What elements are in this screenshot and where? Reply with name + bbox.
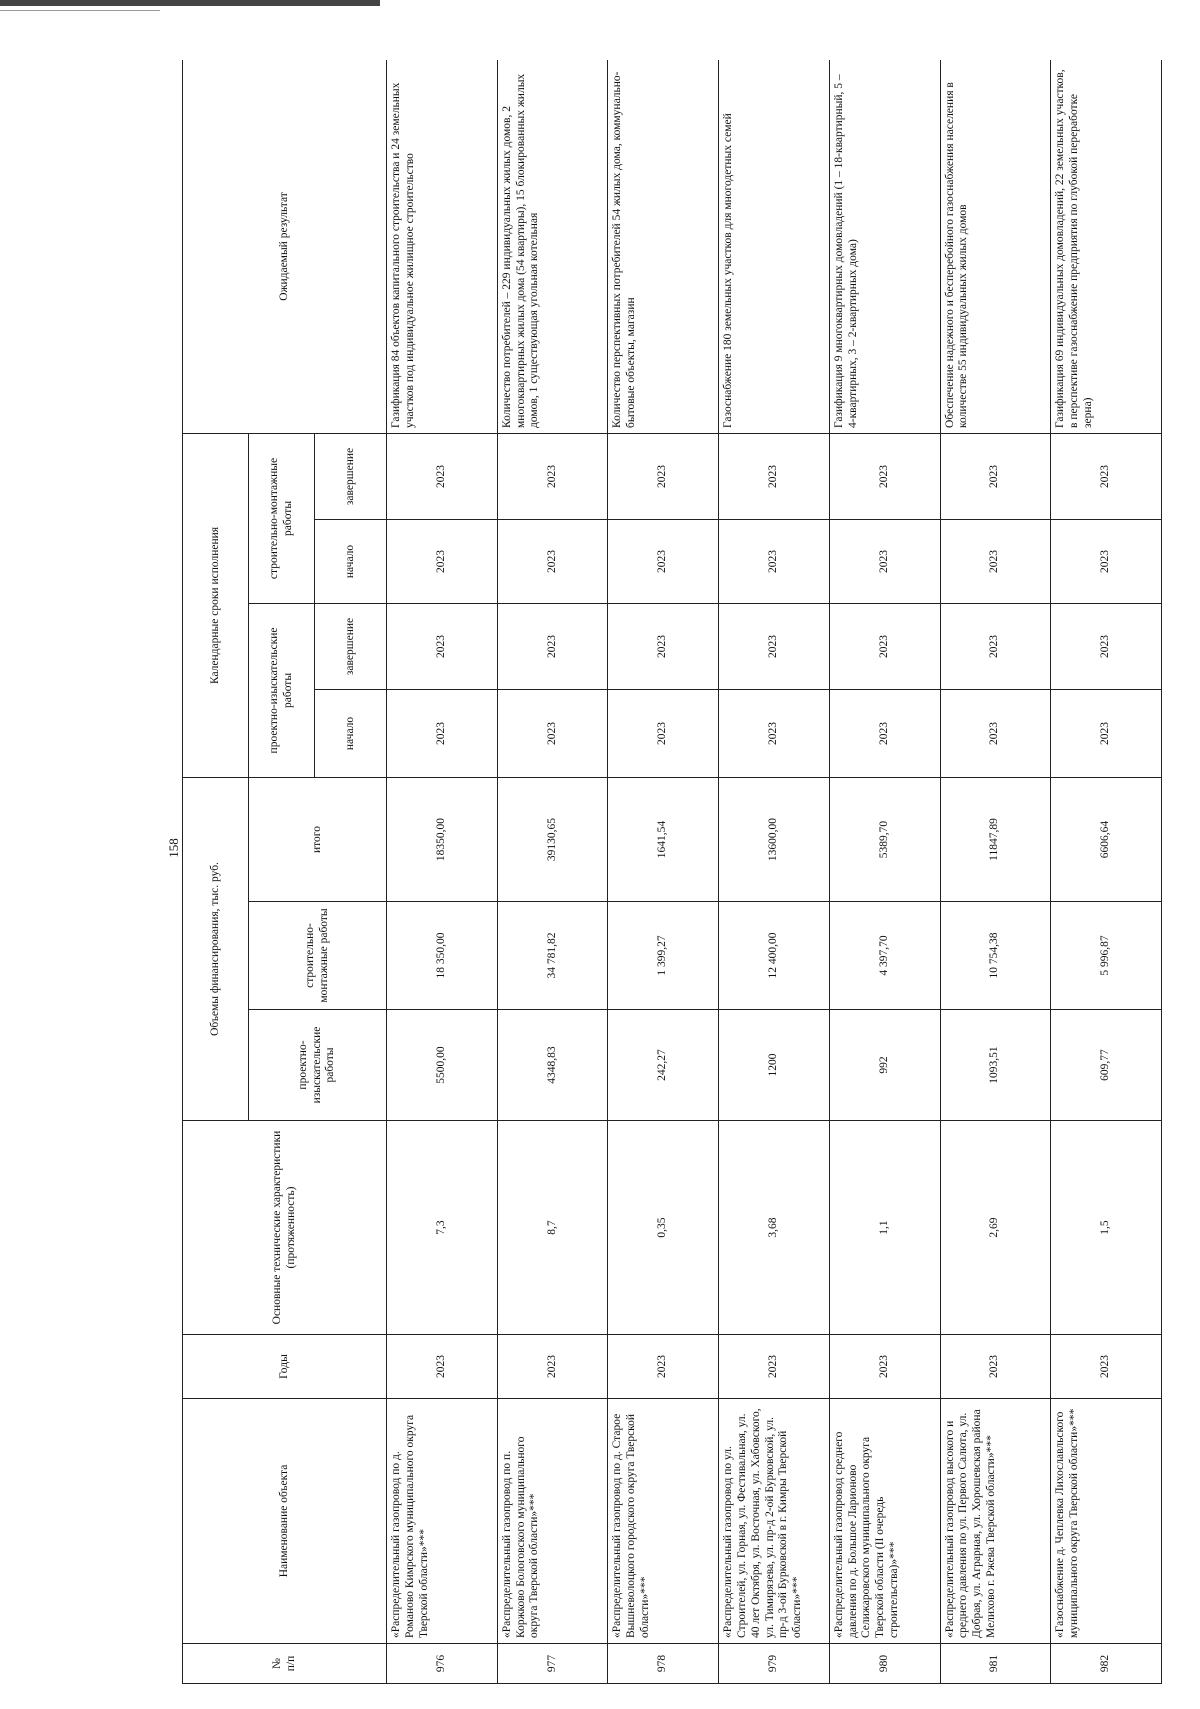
length-cell: 1,5 <box>1051 1121 1162 1335</box>
table-row <box>829 60 940 1684</box>
row-num: 982 <box>1051 1644 1162 1684</box>
table-row <box>497 60 608 1684</box>
construction-end-cell: 2023 <box>719 433 830 519</box>
design-start-cell: 2023 <box>719 689 830 777</box>
header-tech: Основные технические характеристики (протяженность) <box>183 1121 387 1335</box>
construction-cost-cell: 10 754,38 <box>940 902 1051 1010</box>
total-cost-cell: 18350,00 <box>387 777 498 901</box>
length-cell: 3,68 <box>719 1121 830 1335</box>
length-cell: 2,69 <box>940 1121 1051 1335</box>
design-end-cell: 2023 <box>497 603 608 689</box>
construction-cost-cell: 4 397,70 <box>829 902 940 1010</box>
year-cell: 2023 <box>719 1335 830 1399</box>
construction-end-cell: 2023 <box>497 433 608 519</box>
object-name: «Распределительный газопровод по д. Старое Вышневолоцкого городского округа Тверской области»*** <box>608 1399 719 1644</box>
header-construction-start: начало <box>315 519 387 603</box>
construction-end-cell: 2023 <box>387 433 498 519</box>
header-construction-end: завершение <box>315 433 387 519</box>
design-cost-cell: 609,77 <box>1051 1010 1162 1121</box>
page-number: 158 <box>166 838 181 858</box>
construction-start-cell: 2023 <box>719 519 830 603</box>
expected-result: Газификация 69 индивидуальных домовладений, 22 земельных участков, в перспективе газоснабжение предприятия по глубокой переработке зерна) <box>1051 60 1162 433</box>
design-end-cell: 2023 <box>940 603 1051 689</box>
year-cell: 2023 <box>387 1335 498 1399</box>
table-container <box>182 60 1162 1684</box>
design-end-cell: 2023 <box>1051 603 1162 689</box>
object-name: «Распределительный газопровод высокого и среднего давления по ул. Первого Салюта, ул. Добрая, ул. Аграрная, ул. Хорошевская района Мелихово г. Ржева Тверской области»*** <box>940 1399 1051 1644</box>
length-cell: 8,7 <box>497 1121 608 1335</box>
rotated-table-frame <box>182 60 1162 1684</box>
construction-end-cell: 2023 <box>940 433 1051 519</box>
total-cost-cell: 6606,64 <box>1051 777 1162 901</box>
year-cell: 2023 <box>1051 1335 1162 1399</box>
header-design-end: завершение <box>315 603 387 689</box>
header-name: Наименование объекта <box>183 1399 387 1644</box>
design-start-cell: 2023 <box>387 689 498 777</box>
construction-cost-cell: 12 400,00 <box>719 902 830 1010</box>
header-years: Годы <box>183 1335 387 1399</box>
expected-result: Количество перспективных потребителей 54 жилых дома, коммунально-бытовые объекты, магазин <box>608 60 719 433</box>
row-num: 979 <box>719 1644 830 1684</box>
object-name: «Газоснабжение д. Чеплевка Лихославльского муниципального округа Тверской области»*** <box>1051 1399 1162 1644</box>
row-num: 980 <box>829 1644 940 1684</box>
design-end-cell: 2023 <box>608 603 719 689</box>
construction-cost-cell: 34 781,82 <box>497 902 608 1010</box>
total-cost-cell: 13600,00 <box>719 777 830 901</box>
header-construction-period: строительно-монтажные работы <box>249 433 315 603</box>
construction-end-cell: 2023 <box>1051 433 1162 519</box>
expected-result: Обеспечение надежного и бесперебойного газоснабжения населения в количестве 55 индивидуальных жилых домов <box>940 60 1051 433</box>
header-construction-works: строительно-монтажные работы <box>249 902 387 1010</box>
year-cell: 2023 <box>940 1335 1051 1399</box>
design-cost-cell: 5500,00 <box>387 1010 498 1121</box>
design-cost-cell: 4348,83 <box>497 1010 608 1121</box>
header-design-works: проектно-изыскательские работы <box>249 1010 387 1121</box>
total-cost-cell: 1641,54 <box>608 777 719 901</box>
row-num: 981 <box>940 1644 1051 1684</box>
construction-end-cell: 2023 <box>829 433 940 519</box>
total-cost-cell: 11847,89 <box>940 777 1051 901</box>
design-start-cell: 2023 <box>940 689 1051 777</box>
design-end-cell: 2023 <box>829 603 940 689</box>
construction-cost-cell: 18 350,00 <box>387 902 498 1010</box>
header-schedule: Календарные сроки исполнения <box>183 433 249 777</box>
expected-result: Газификация 9 многоквартирных домовладений (1 – 18-квартирный, 5 – 4-квартирных, 3 – 2-квартирных дома) <box>829 60 940 433</box>
row-num: 976 <box>387 1644 498 1684</box>
object-name: «Распределительный газопровод среднего давления по д. Большое Ларионово Селижаровского муниципального округа Тверской области (II очередь строительства)»*** <box>829 1399 940 1644</box>
scan-edge-artifact <box>0 0 380 6</box>
gas-pipeline-objects-table <box>182 60 1162 1684</box>
total-cost-cell: 39130,65 <box>497 777 608 901</box>
header-design-period: проектно-изыскательские работы <box>249 603 315 777</box>
table-row <box>387 60 498 1684</box>
expected-result: Количество потребителей – 229 индивидуальных жилых домов, 2 многоквартирных жилых дома (54 квартиры), 15 блокированных жилых домов, 1 существующая угольная котельная <box>497 60 608 433</box>
table-row <box>940 60 1051 1684</box>
year-cell: 2023 <box>497 1335 608 1399</box>
header-financing: Объемы финансирования, тыс. руб. <box>183 777 249 1120</box>
design-start-cell: 2023 <box>829 689 940 777</box>
row-num: 977 <box>497 1644 608 1684</box>
design-end-cell: 2023 <box>387 603 498 689</box>
expected-result: Газоснабжение 180 земельных участков для многодетных семей <box>719 60 830 433</box>
construction-start-cell: 2023 <box>497 519 608 603</box>
construction-start-cell: 2023 <box>387 519 498 603</box>
scan-edge-artifact-thin <box>0 10 160 11</box>
year-cell: 2023 <box>608 1335 719 1399</box>
header-num: № п/п <box>183 1644 387 1684</box>
year-cell: 2023 <box>829 1335 940 1399</box>
design-start-cell: 2023 <box>1051 689 1162 777</box>
design-cost-cell: 242,27 <box>608 1010 719 1121</box>
length-cell: 0,35 <box>608 1121 719 1335</box>
construction-start-cell: 2023 <box>608 519 719 603</box>
design-cost-cell: 992 <box>829 1010 940 1121</box>
construction-start-cell: 2023 <box>940 519 1051 603</box>
length-cell: 1,1 <box>829 1121 940 1335</box>
design-cost-cell: 1200 <box>719 1010 830 1121</box>
design-cost-cell: 1093,51 <box>940 1010 1051 1121</box>
expected-result: Газификация 84 объектов капитального строительства и 24 земельных участков под индивидуальное жилищное строительство <box>387 60 498 433</box>
length-cell: 7,3 <box>387 1121 498 1335</box>
design-start-cell: 2023 <box>608 689 719 777</box>
header-total: итого <box>249 777 387 901</box>
construction-end-cell: 2023 <box>608 433 719 519</box>
design-start-cell: 2023 <box>497 689 608 777</box>
object-name: «Распределительный газопровод по ул. Строителей, ул. Горная, ул. Фестивальная, ул. 40 лет Октября, ул. Восточная, ул. Хабовского, ул. Тимирязева, ул. пр-д 2-ой Бурковской, ул. пр-д 3-ой Бурковской в г. Кимры Тверской области»*** <box>719 1399 830 1644</box>
table-row <box>1051 60 1162 1684</box>
object-name: «Распределительный газопровод по п. Коржково Бологовского муниципального округа Тверской области»*** <box>497 1399 608 1644</box>
header-result: Ожидаемый результат <box>183 60 387 433</box>
header-design-start: начало <box>315 689 387 777</box>
total-cost-cell: 5389,70 <box>829 777 940 901</box>
row-num: 978 <box>608 1644 719 1684</box>
table-row <box>719 60 830 1684</box>
design-end-cell: 2023 <box>719 603 830 689</box>
object-name: «Распределительный газопровод по д. Романово Кимрского муниципального округа Тверской области»*** <box>387 1399 498 1644</box>
construction-cost-cell: 5 996,87 <box>1051 902 1162 1010</box>
construction-cost-cell: 1 399,27 <box>608 902 719 1010</box>
construction-start-cell: 2023 <box>829 519 940 603</box>
construction-start-cell: 2023 <box>1051 519 1162 603</box>
table-row <box>608 60 719 1684</box>
